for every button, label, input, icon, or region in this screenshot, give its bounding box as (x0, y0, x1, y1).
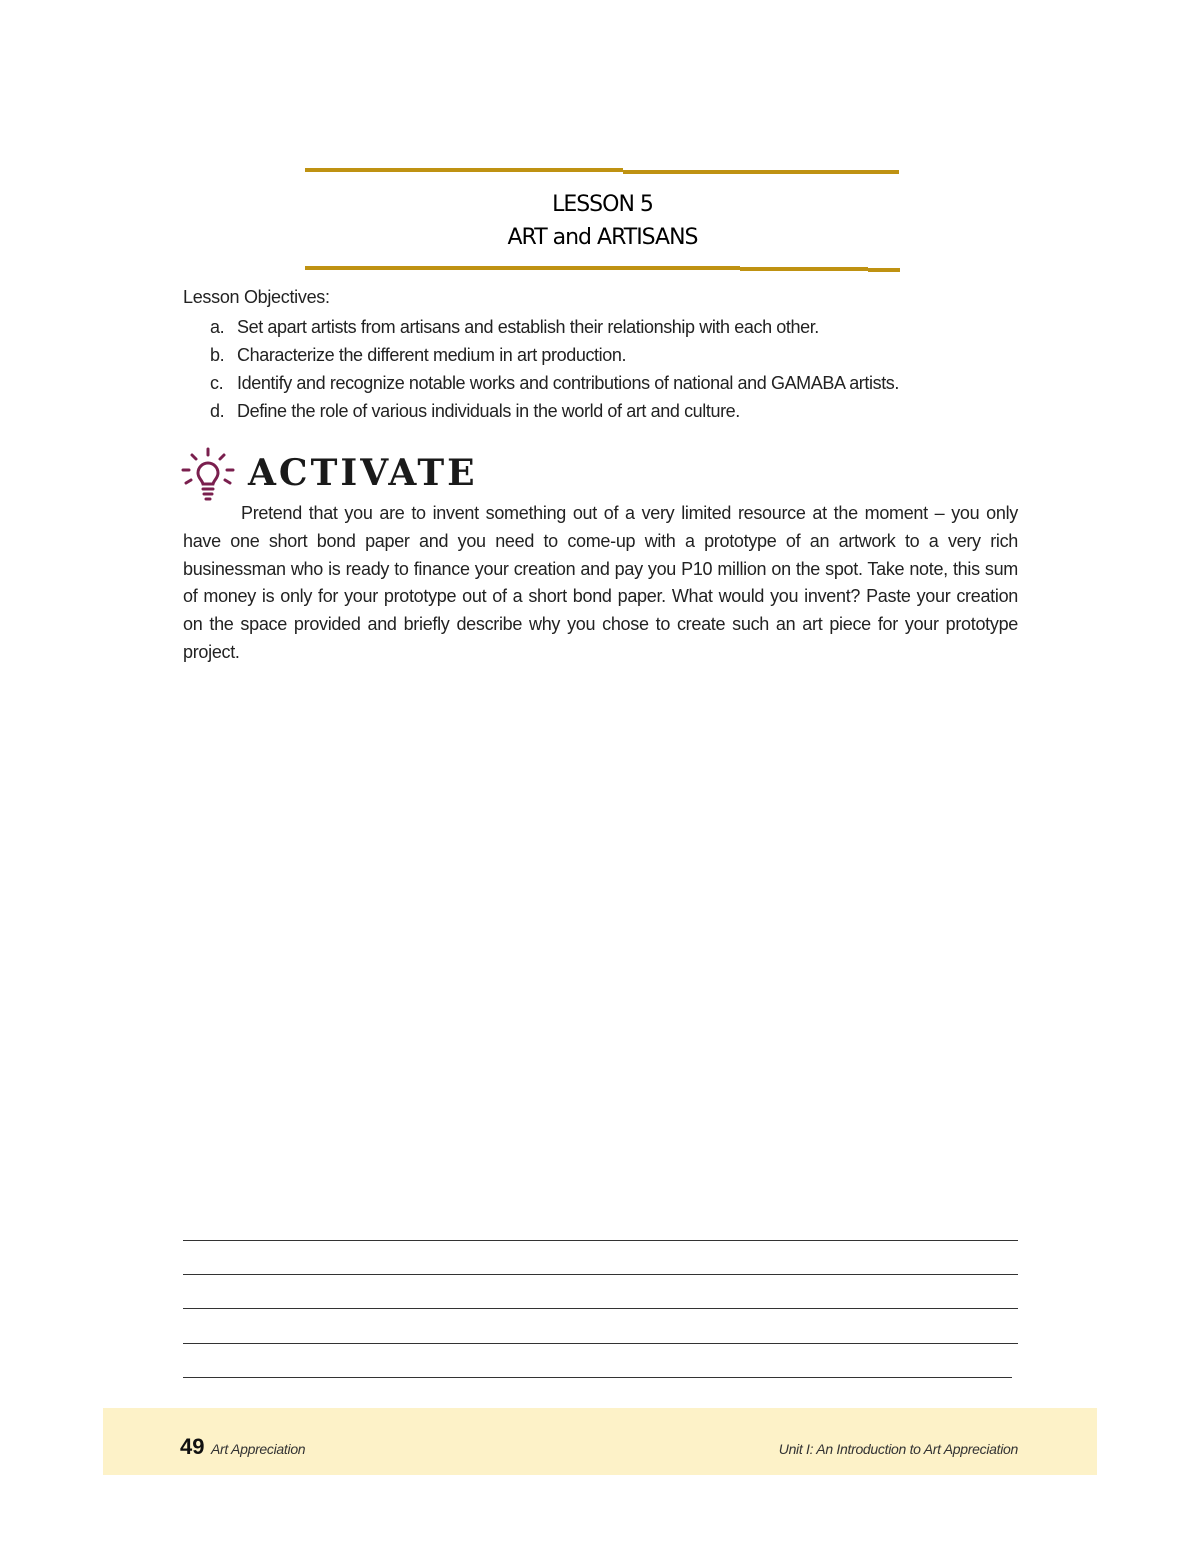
objective-text: Identify and recognize notable works and contributions of national and GAMABA artists. (237, 373, 900, 393)
answer-line[interactable] (183, 1308, 1018, 1309)
lesson-title: ART and ARTISANS (507, 225, 698, 250)
answer-line[interactable] (183, 1274, 1018, 1275)
objective-text: Set apart artists from artisans and establish their relationship with each other. (237, 317, 819, 337)
activate-instructions: Pretend that you are to invent something out of a very limited resource at the moment – you only have one short bond paper and you need to come-up with a prototype of an artwork to a very rich businessman who is ready to finance your creation and pay you P10 million on the spot. Take note, this sum of money is only for your prototype out of a short bond paper. What would you invent? Paste your creation on the space provided and briefly describe why you chose to create such an art piece for your prototype project. (183, 503, 1018, 662)
header-rule-bottom-end (868, 268, 900, 272)
objective-item (210, 315, 1010, 343)
answer-line[interactable] (183, 1377, 1012, 1378)
answer-line[interactable] (183, 1343, 1018, 1344)
objective-letter: b. (210, 345, 225, 365)
activate-title: ACTIVATE (248, 452, 478, 494)
objective-item (210, 399, 1010, 427)
objective-letter: a. (210, 317, 225, 337)
header-rule-bottom-extension (740, 267, 868, 271)
objective-item (210, 343, 1010, 371)
answer-line[interactable] (183, 1240, 1018, 1241)
lightbulb-icon (180, 446, 236, 502)
header-rule-top-extension (623, 170, 899, 174)
lesson-number: LESSON 5 (552, 192, 653, 217)
header-rule-bottom (305, 266, 740, 270)
objectives-heading: Lesson Objectives: (183, 287, 330, 307)
page-number: 49 (180, 1434, 205, 1459)
footer-unit: Unit I: An Introduction to Art Appreciation (778, 1441, 1018, 1457)
objective-item (210, 371, 1010, 399)
objective-letter: d. (210, 401, 225, 421)
footer-course: Art Appreciation (211, 1441, 306, 1457)
objectives-list (210, 315, 1010, 427)
objective-text: Characterize the different medium in art production. (237, 345, 627, 365)
objective-text: Define the role of various individuals in the world of art and culture. (237, 401, 740, 421)
header-rule-top (305, 168, 623, 172)
objective-letter: c. (210, 373, 224, 393)
